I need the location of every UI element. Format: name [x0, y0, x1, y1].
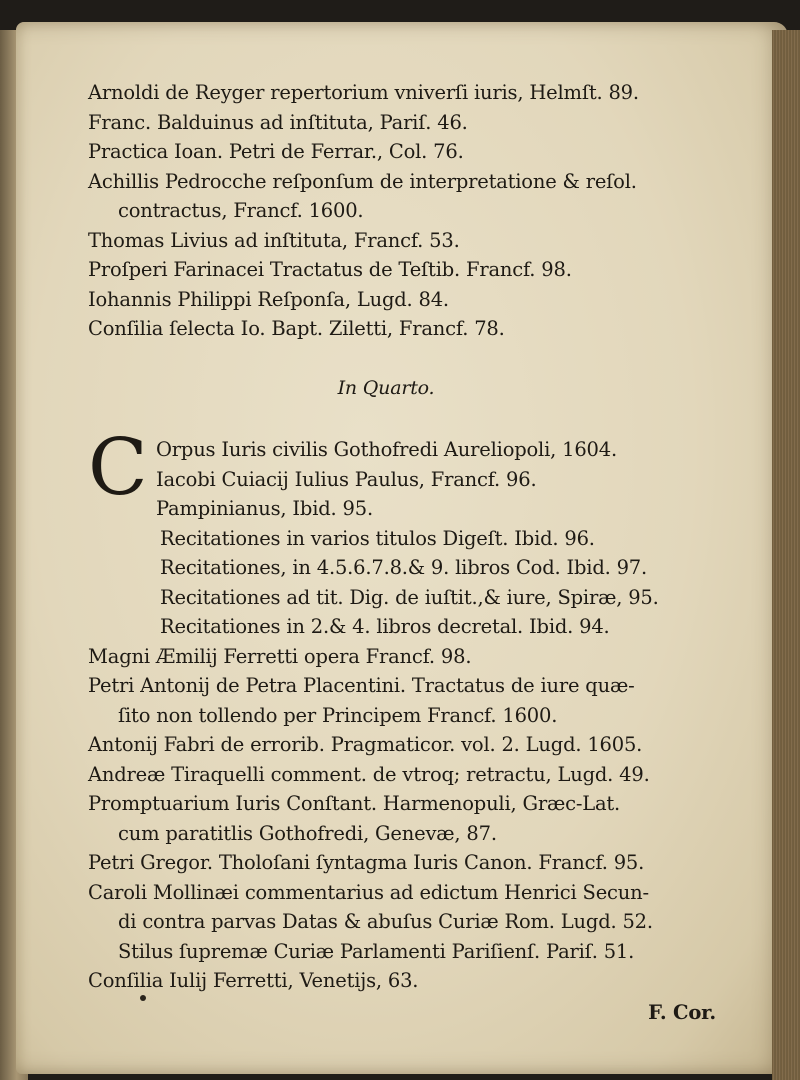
- catalog-subentry: Recitationes ad tit. Dig. de iuſtit.,& iure, Spiræ, 95.: [160, 585, 659, 609]
- catalog-entry: Proſperi Farinacei Tractatus de Teſtib. Francf. 98.: [88, 258, 572, 281]
- catalog-entry: Iohannis Philippi Reſponſa, Lugd. 84.: [88, 287, 449, 311]
- catalog-entry-continuation: contractus, Francf. 1600.: [118, 199, 364, 222]
- section-heading: In Quarto.: [337, 376, 435, 399]
- catalog-entry: Achillis Pedrocche reſponſum de interpretatione & reſol.: [88, 169, 637, 193]
- catalog-entry: Petri Antonij de Petra Placentini. Tractatus de iure quæ-: [88, 674, 635, 697]
- catalog-entry-continuation: ſito non tollendo per Principem Francf. 1600.: [118, 703, 558, 727]
- catalog-subentry: Recitationes in 2.& 4. libros decretal. Ibid. 94.: [160, 615, 610, 638]
- ink-spot: [140, 995, 146, 1001]
- drop-cap: C: [88, 423, 148, 513]
- catalog-entry: Conſilia ſelecta Io. Bapt. Ziletti, Francf. 78.: [88, 317, 505, 340]
- page-text: [88, 78, 716, 1027]
- catalog-entry: Magni Æmilij Ferretti opera Francf. 98.: [88, 644, 472, 668]
- catalog-entry: Iacobi Cuiacij Iulius Paulus, Francf. 96.: [156, 467, 537, 491]
- catalog-entry: Orpus Iuris civilis Gothofredi Aureliopoli, 1604.: [156, 438, 617, 461]
- catalog-entry: Pampinianus, Ibid. 95.: [156, 497, 373, 520]
- catalog-entry: Franc. Balduinus ad inſtituta, Pariſ. 46.: [88, 110, 468, 134]
- catalog-entry-continuation: cum paratitlis Gothofredi, Genevæ, 87.: [118, 821, 497, 845]
- catchword: F. Cor.: [648, 1000, 716, 1024]
- catalog-entry: Practica Ioan. Petri de Ferrar., Col. 76.: [88, 140, 464, 163]
- catalog-entry: Arnoldi de Reyger repertorium vniverſi iuris, Helmſt. 89.: [88, 81, 639, 104]
- catalog-entry: Petri Gregor. Tholoſani ſyntagma Iuris Canon. Francf. 95.: [88, 851, 645, 874]
- catalog-entry: Caroli Mollinæi commentarius ad edictum Henrici Secun-: [88, 880, 649, 904]
- catalog-entry: Andreæ Tiraquelli comment. de vtroq; retractu, Lugd. 49.: [88, 762, 650, 786]
- catalog-subentry: Recitationes in varios titulos Digeſt. Ibid. 96.: [160, 526, 595, 550]
- catalog-entry: Conſilia Iulij Ferretti, Venetijs, 63.: [88, 969, 419, 992]
- catalog-subentry: Recitationes, in 4.5.6.7.8.& 9. libros Cod. Ibid. 97.: [160, 556, 648, 579]
- catalog-entry: Antonij Fabri de errorib. Pragmaticor. vol. 2. Lugd. 1605.: [88, 733, 643, 756]
- catalog-list-bottom: [88, 642, 688, 996]
- catalog-entry-continuation: di contra parvas Datas & abuſus Curiæ Rom. Lugd. 52.: [118, 910, 653, 933]
- catalog-entry: Thomas Livius ad inſtituta, Francf. 53.: [88, 228, 460, 252]
- catalog-entry-continuation: Stilus ſupremæ Curiæ Parlamenti Pariſienſ. Pariſ. 51.: [118, 939, 635, 963]
- catalog-entry: Promptuarium Iuris Conſtant. Harmenopuli, Græc-Lat.: [88, 792, 621, 815]
- corpus-block: [88, 423, 688, 524]
- page-stack-edge: [772, 30, 800, 1080]
